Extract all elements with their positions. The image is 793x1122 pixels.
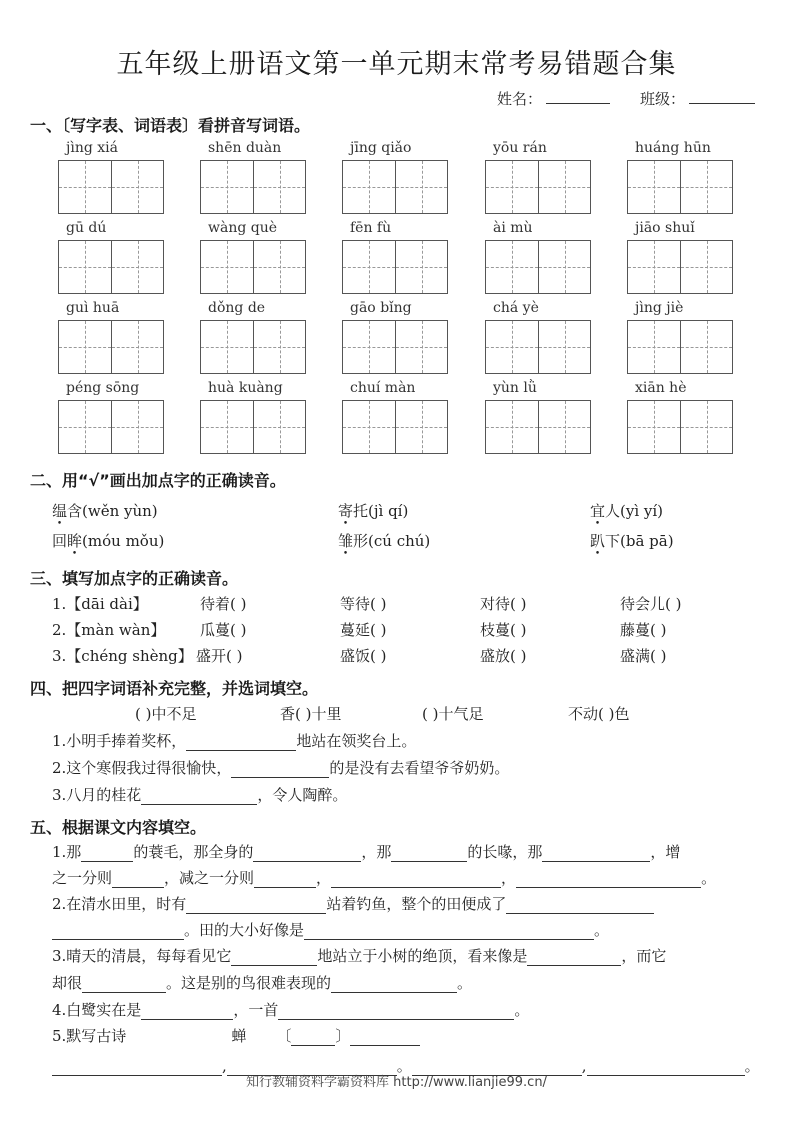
tianzige-box[interactable] — [627, 400, 733, 454]
section-5-heading: 五、根据课文内容填空。 — [30, 818, 207, 837]
tianzige-box[interactable] — [200, 320, 306, 374]
word-fill-item[interactable]: 等待( ) — [340, 595, 387, 613]
tianzige-box[interactable] — [342, 160, 448, 214]
idiom-blank[interactable]: ( )十气足 — [422, 705, 484, 723]
answer-blank[interactable] — [253, 846, 361, 862]
answer-blank[interactable] — [291, 1030, 335, 1046]
answer-blank[interactable] — [304, 924, 594, 940]
s5-line-8: 5.默写古诗 蝉 〔 〕 — [52, 1025, 420, 1046]
writing-cell[interactable] — [201, 321, 253, 373]
answer-blank[interactable] — [231, 950, 317, 966]
writing-cell[interactable] — [253, 241, 305, 293]
writing-cell[interactable] — [628, 321, 680, 373]
s4-question-2: 2.这个寒假我过得很愉快， 的是没有去看望爷爷奶奶。 — [52, 759, 510, 777]
s5-line-6: 却很 。这是别的鸟很难表现的 。 — [52, 974, 473, 992]
tianzige-box[interactable] — [200, 160, 306, 214]
word-fill-item[interactable]: 盛开( ) — [196, 647, 243, 665]
name-label: 姓名： — [497, 90, 543, 108]
item-text: 下(bā pā) — [605, 532, 674, 550]
answer-blank[interactable] — [186, 898, 326, 914]
writing-cell[interactable] — [395, 321, 447, 373]
reading-choice-item[interactable] — [338, 530, 430, 551]
pinyin-label: fēn fù — [350, 220, 392, 236]
writing-cell[interactable] — [201, 241, 253, 293]
dotted-character: 趴 — [590, 532, 606, 550]
writing-cell[interactable] — [111, 241, 163, 293]
s4-question-3: 3.八月的桂花 ，令人陶醉。 — [52, 786, 348, 804]
answer-blank[interactable] — [141, 1004, 233, 1020]
writing-cell[interactable] — [343, 161, 395, 213]
pinyin-label: yùn lǜ — [493, 380, 537, 396]
pinyin-label: yōu rán — [493, 140, 547, 156]
pinyin-label: shēn duàn — [208, 140, 282, 156]
word-fill-item[interactable]: 藤蔓( ) — [620, 621, 667, 639]
s5-line-4: 。田的大小好像是 。 — [52, 919, 609, 940]
pinyin-label: jìng xiá — [66, 140, 118, 156]
s4-question-1: 1.小明手捧着奖杯， 地站在领奖台上。 — [52, 732, 417, 750]
writing-cell[interactable] — [59, 161, 111, 213]
writing-cell[interactable] — [538, 241, 590, 293]
writing-cell[interactable] — [343, 241, 395, 293]
tianzige-box[interactable] — [627, 240, 733, 294]
word-fill-item[interactable]: 枝蔓( ) — [480, 621, 527, 639]
answer-blank[interactable] — [391, 846, 467, 862]
word-fill-item[interactable]: 对待( ) — [480, 595, 527, 613]
pinyin-label: ài mù — [493, 220, 533, 236]
answer-blank[interactable] — [527, 950, 621, 966]
answer-blank[interactable] — [278, 1004, 514, 1020]
item-text: 形(cú chú) — [353, 532, 431, 550]
pinyin-label: jìng jiè — [635, 300, 684, 316]
pinyin-options-label: 2.【màn wàn】 — [52, 621, 166, 639]
writing-cell[interactable] — [395, 241, 447, 293]
tianzige-box[interactable] — [485, 240, 591, 294]
section-4-heading: 四、把四字词语补充完整，并选词填空。 — [30, 679, 319, 698]
word-fill-item[interactable]: 待着( ) — [200, 595, 247, 613]
idiom-blank[interactable]: 不动( )色 — [568, 705, 630, 723]
reading-choice-item[interactable] — [52, 500, 158, 521]
pinyin-label: wàng què — [208, 220, 278, 236]
dotted-character: 雏 — [338, 532, 354, 550]
tianzige-box[interactable] — [627, 320, 733, 374]
writing-cell[interactable] — [59, 241, 111, 293]
writing-cell[interactable] — [59, 321, 111, 373]
s5-line-2: 之一分则 ，减之一分则 ， ， 。 — [52, 869, 717, 887]
writing-cell[interactable] — [538, 321, 590, 373]
word-fill-item[interactable]: 盛饭( ) — [340, 647, 387, 665]
pinyin-label: huáng hūn — [635, 140, 711, 156]
dotted-character: 眸 — [67, 532, 83, 550]
answer-blank[interactable] — [350, 1030, 420, 1046]
writing-cell[interactable] — [395, 401, 447, 453]
item-text: (móu mǒu) — [82, 532, 165, 550]
word-fill-item[interactable]: 蔓延( ) — [340, 621, 387, 639]
pinyin-options-label: 1.【dāi dài】 — [52, 595, 148, 613]
tianzige-box[interactable] — [58, 160, 164, 214]
writing-cell[interactable] — [111, 161, 163, 213]
writing-cell[interactable] — [680, 241, 732, 293]
dotted-character: 宜 — [590, 502, 606, 520]
s5-line-9: , 。 , 。 — [52, 1055, 760, 1076]
tianzige-box[interactable] — [627, 160, 733, 214]
section-3-heading: 三、填写加点字的正确读音。 — [30, 569, 239, 588]
pinyin-label: gāo bǐng — [350, 300, 412, 316]
word-fill-item[interactable]: 盛满( ) — [620, 647, 667, 665]
writing-cell[interactable] — [395, 161, 447, 213]
writing-cell[interactable] — [253, 321, 305, 373]
writing-cell[interactable] — [628, 161, 680, 213]
writing-cell[interactable] — [253, 161, 305, 213]
tianzige-box[interactable] — [485, 400, 591, 454]
word-fill-item[interactable]: 盛放( ) — [480, 647, 527, 665]
answer-blank[interactable] — [82, 977, 166, 993]
pinyin-label: péng sōng — [66, 380, 140, 396]
section-1-heading: 一、〔写字表、词语表〕看拼音写词语。 — [30, 116, 311, 135]
page-title: 五年级上册语文第一单元期末常考易错题合集 — [116, 49, 677, 80]
tianzige-box[interactable] — [58, 320, 164, 374]
class-blank[interactable] — [689, 89, 755, 104]
tianzige-box[interactable] — [485, 160, 591, 214]
item-text: 回 — [52, 532, 68, 550]
writing-cell[interactable] — [59, 401, 111, 453]
answer-blank[interactable] — [112, 872, 164, 888]
pinyin-label: chá yè — [493, 300, 539, 316]
tianzige-box[interactable] — [342, 320, 448, 374]
pinyin-label: huà kuàng — [208, 380, 283, 396]
writing-cell[interactable] — [628, 241, 680, 293]
item-text: 含(wěn yùn) — [67, 502, 158, 520]
answer-blank[interactable] — [331, 872, 501, 888]
writing-cell[interactable] — [201, 161, 253, 213]
writing-cell[interactable] — [538, 161, 590, 213]
writing-cell[interactable] — [343, 321, 395, 373]
answer-blank[interactable] — [186, 735, 296, 751]
writing-cell[interactable] — [486, 401, 538, 453]
writing-cell[interactable] — [111, 401, 163, 453]
pinyin-label: dǒng de — [208, 300, 266, 316]
s5-line-7: 4.白鹭实在是 ，一首 。 — [52, 1001, 530, 1019]
item-text: 托(jì qí) — [353, 502, 409, 520]
answer-blank[interactable] — [141, 789, 257, 805]
word-fill-item[interactable]: 瓜蔓( ) — [200, 621, 247, 639]
writing-cell[interactable] — [680, 401, 732, 453]
writing-cell[interactable] — [486, 321, 538, 373]
writing-cell[interactable] — [680, 321, 732, 373]
item-text: 人(yì yí) — [605, 502, 664, 520]
answer-blank[interactable] — [516, 872, 701, 888]
answer-blank[interactable] — [254, 872, 316, 888]
pinyin-label: chuí màn — [350, 380, 416, 396]
idiom-blank[interactable]: ( )中不足 — [135, 705, 197, 723]
writing-cell[interactable] — [253, 401, 305, 453]
answer-blank[interactable] — [231, 762, 329, 778]
footer-watermark: 知行教辅资料学霸资料库 http://www.lianjie99.cn/ — [246, 1075, 547, 1090]
answer-blank[interactable] — [52, 924, 184, 940]
writing-cell[interactable] — [111, 321, 163, 373]
reading-choice-item[interactable] — [590, 500, 663, 521]
answer-blank[interactable] — [542, 846, 650, 862]
answer-blank[interactable] — [81, 846, 133, 862]
writing-cell[interactable] — [486, 161, 538, 213]
tianzige-box[interactable] — [200, 240, 306, 294]
writing-cell[interactable] — [680, 161, 732, 213]
reading-choice-item[interactable] — [52, 530, 164, 551]
tianzige-box[interactable] — [485, 320, 591, 374]
idiom-blank[interactable]: 香( )十里 — [280, 705, 342, 723]
pinyin-label: guì huā — [66, 300, 120, 316]
reading-choice-item[interactable] — [338, 500, 408, 521]
s5-line-5: 3.晴天的清晨，每每看见它 地站立于小树的绝顶，看来像是 ，而它 — [52, 947, 667, 965]
dotted-character: 寄 — [338, 502, 354, 520]
s5-line-3: 2.在清水田里，时有 站着钓鱼，整个的田便成了 — [52, 893, 654, 914]
pinyin-label: jiāo shuǐ — [635, 220, 695, 236]
writing-cell[interactable] — [343, 401, 395, 453]
name-blank[interactable] — [546, 89, 610, 104]
class-label: 班级： — [640, 90, 686, 108]
writing-cell[interactable] — [628, 401, 680, 453]
answer-blank[interactable] — [331, 977, 457, 993]
tianzige-box[interactable] — [200, 400, 306, 454]
word-fill-item[interactable]: 待会儿( ) — [620, 595, 682, 613]
writing-cell[interactable] — [486, 241, 538, 293]
section-2-heading: 二、用“√”画出加点字的正确读音。 — [30, 471, 286, 490]
pinyin-label: jīng qiǎo — [350, 140, 412, 156]
tianzige-box[interactable] — [58, 400, 164, 454]
writing-cell[interactable] — [201, 401, 253, 453]
writing-cell[interactable] — [538, 401, 590, 453]
pinyin-label: xiān hè — [635, 380, 687, 396]
reading-choice-item[interactable] — [590, 530, 674, 551]
pinyin-options-label: 3.【chéng shèng】 — [52, 647, 193, 665]
tianzige-box[interactable] — [58, 240, 164, 294]
tianzige-box[interactable] — [342, 400, 448, 454]
s5-line-1: 1.那 的蓑毛，那全身的 ，那 的长喙，那 ，增 — [52, 843, 681, 861]
answer-blank[interactable] — [506, 898, 654, 914]
tianzige-box[interactable] — [342, 240, 448, 294]
pinyin-label: gū dú — [66, 220, 107, 236]
dotted-character: 缊 — [52, 502, 68, 520]
name-class-bar — [497, 88, 755, 109]
